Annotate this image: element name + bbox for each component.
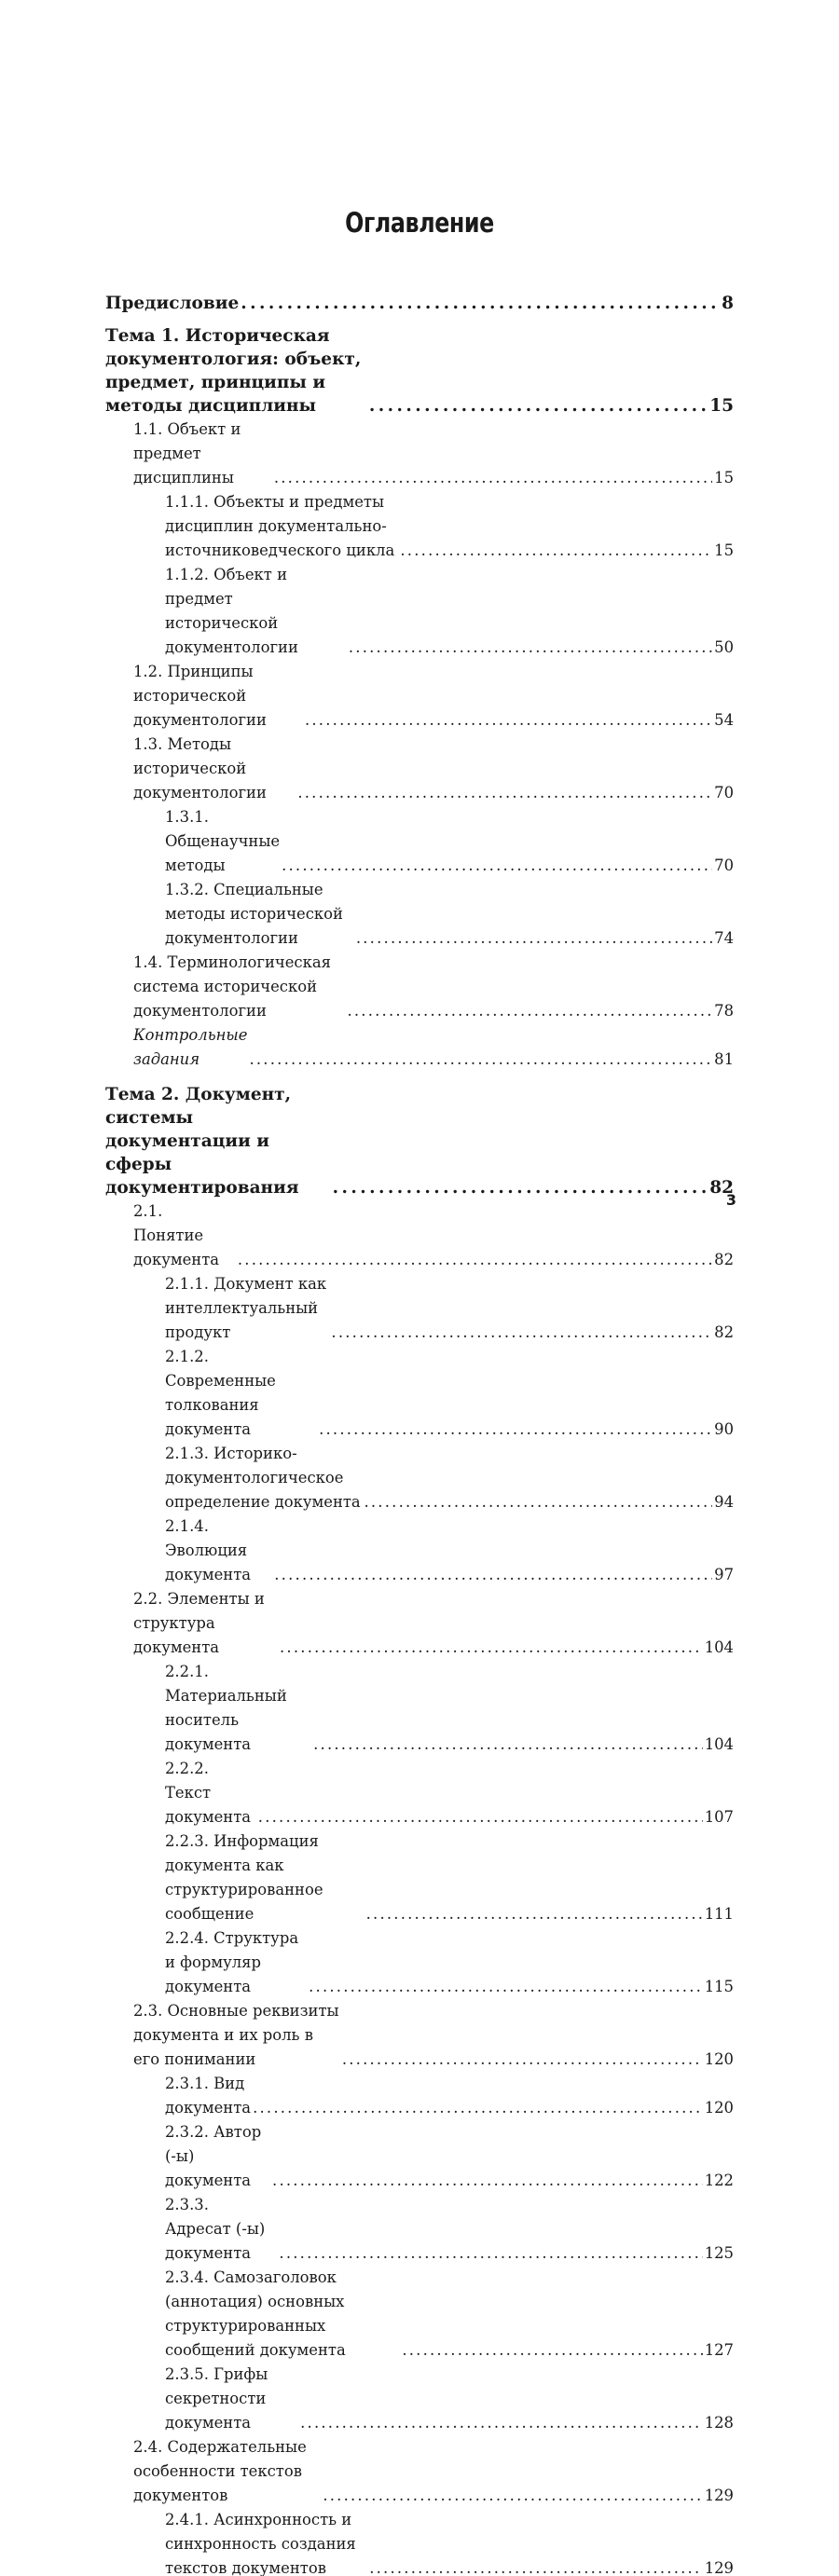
table-of-contents bbox=[105, 292, 734, 2576]
page-title: Оглавление bbox=[345, 207, 494, 239]
toc-leader-dots bbox=[279, 2241, 702, 2266]
toc-entry-title: 1.1.2. Объект и предмет исторической документологии bbox=[165, 566, 298, 656]
toc-leader-dots bbox=[369, 2556, 703, 2576]
toc-leader-dots bbox=[297, 781, 712, 805]
toc-entry-title: 2.3.3. Адресат (-ы) документа bbox=[165, 2196, 266, 2262]
toc-entry bbox=[165, 2072, 734, 2120]
toc-entry-page: 15 bbox=[714, 541, 734, 559]
toc-leader-dots bbox=[402, 2338, 702, 2363]
toc-entry-page: 104 bbox=[704, 1735, 734, 1753]
toc-entry-page: 15 bbox=[714, 469, 734, 486]
toc-entry bbox=[165, 2266, 734, 2363]
toc-leader-dots bbox=[323, 2484, 702, 2508]
toc-entry-page: 78 bbox=[714, 1002, 734, 1020]
toc-leader-dots bbox=[369, 394, 708, 418]
toc-leader-dots bbox=[313, 1733, 703, 1757]
toc-entry-page: 127 bbox=[704, 2341, 734, 2359]
toc-entry-title: Контрольные задания bbox=[133, 1026, 248, 1068]
toc-entry bbox=[105, 292, 734, 315]
toc-leader-dots bbox=[333, 1176, 708, 1199]
toc-entry-title: 2.3. Основные реквизиты документа и их роль в его понимании bbox=[133, 2002, 339, 2068]
toc-entry-page: 94 bbox=[714, 1493, 734, 1511]
toc-entry bbox=[165, 563, 734, 660]
toc-entry-page: 82 bbox=[714, 1323, 734, 1341]
toc-entry bbox=[133, 733, 734, 805]
toc-entry-title: 2.1.3. Историко-документологическое определение документа bbox=[165, 1445, 361, 1511]
toc-entry-title: 1.2. Принципы исторической документологии bbox=[133, 663, 267, 729]
toc-entry bbox=[133, 1199, 734, 1272]
toc-entry-page: 107 bbox=[704, 1808, 734, 1826]
toc-entry-page: 128 bbox=[704, 2414, 734, 2432]
toc-entry bbox=[133, 2435, 734, 2508]
toc-entry bbox=[165, 1442, 734, 1514]
toc-entry-title: Тема 2. Документ, системы документации и сферы документирования bbox=[105, 1085, 299, 1198]
toc-entry-title: 2.2.4. Структура и формуляр документа bbox=[165, 1929, 299, 1995]
toc-entry bbox=[165, 1272, 734, 1345]
toc-entry-title: 2.1.2. Современные толкования документа bbox=[165, 1348, 276, 1438]
toc-entry bbox=[165, 2193, 734, 2266]
toc-entry-page: 97 bbox=[714, 1566, 734, 1583]
toc-entry-page: 90 bbox=[714, 1420, 734, 1438]
toc-leader-dots bbox=[342, 2048, 703, 2072]
toc-entry-title: 2.1.1. Документ как интеллектуальный продукт bbox=[165, 1275, 327, 1341]
toc-entry bbox=[133, 1023, 734, 1072]
toc-entry-title: 2.2. Элементы и структура документа bbox=[133, 1590, 265, 1656]
toc-entry-page: 50 bbox=[714, 638, 734, 656]
toc-leader-dots bbox=[282, 854, 712, 878]
toc-leader-dots bbox=[319, 1418, 712, 1442]
toc-entry-page: 74 bbox=[714, 929, 734, 947]
toc-entry-page: 120 bbox=[704, 2099, 734, 2117]
toc-entry-title: 1.4. Терминологическая система исторической документологии bbox=[133, 953, 331, 1020]
toc-entry bbox=[165, 805, 734, 878]
toc-entry-page: 81 bbox=[714, 1050, 734, 1068]
toc-leader-dots bbox=[253, 2096, 703, 2120]
toc-entry bbox=[105, 1083, 734, 1199]
toc-leader-dots bbox=[309, 1975, 703, 1999]
toc-leader-dots bbox=[272, 2169, 703, 2193]
toc-leader-dots bbox=[349, 636, 712, 660]
toc-leader-dots bbox=[366, 1902, 703, 1926]
toc-entry bbox=[165, 2120, 734, 2193]
toc-entry-title: 1.3.1. Общенаучные методы bbox=[165, 808, 281, 874]
toc-leader-dots bbox=[280, 1636, 703, 1660]
toc-entry-title: 2.3.2. Автор (-ы) документа bbox=[165, 2123, 262, 2189]
toc-entry-title: 2.4. Содержательные особенности текстов документов bbox=[133, 2438, 307, 2504]
toc-leader-dots bbox=[356, 926, 712, 951]
page-number: 3 bbox=[725, 1191, 736, 1209]
toc-entry bbox=[165, 1757, 734, 1829]
toc-entry-title: 2.3.4. Самозаголовок (аннотация) основных структурированных сообщений документа bbox=[165, 2268, 346, 2359]
toc-entry bbox=[165, 490, 734, 563]
toc-entry-title: 2.3.5. Грифы секретности документа bbox=[165, 2365, 268, 2432]
toc-entry bbox=[165, 1345, 734, 1442]
toc-entry-title: 1.1.1. Объекты и предметы дисциплин документально-источниковедческого цикла bbox=[165, 493, 395, 559]
toc-entry bbox=[133, 660, 734, 733]
toc-leader-dots bbox=[331, 1321, 712, 1345]
toc-leader-dots bbox=[400, 539, 712, 563]
toc-leader-dots bbox=[274, 466, 712, 490]
toc-entry-title: 1.3. Методы исторической документологии bbox=[133, 735, 267, 802]
toc-entry-page: 82 bbox=[709, 1178, 734, 1198]
toc-entry-title: 2.3.1. Вид документа bbox=[165, 2075, 252, 2117]
toc-entry-page: 104 bbox=[704, 1638, 734, 1656]
toc-entry-page: 70 bbox=[714, 856, 734, 874]
toc-entry-title: 2.2.2. Текст документа bbox=[165, 1760, 252, 1826]
toc-entry bbox=[133, 1999, 734, 2072]
toc-entry-title: Предисловие bbox=[105, 294, 240, 313]
toc-leader-dots bbox=[364, 1490, 712, 1514]
toc-leader-dots bbox=[274, 1563, 712, 1587]
toc-leader-dots bbox=[241, 292, 720, 315]
toc-entry-page: 122 bbox=[704, 2172, 734, 2189]
toc-entry bbox=[133, 418, 734, 490]
toc-entry-page: 70 bbox=[714, 784, 734, 802]
toc-entry bbox=[165, 2508, 734, 2576]
toc-entry-title: Тема 1. Историческая документология: объект, предмет, принципы и методы дисциплины bbox=[105, 326, 362, 416]
toc-leader-dots bbox=[300, 2411, 703, 2435]
toc-entry-page: 8 bbox=[722, 294, 734, 313]
toc-entry-title: 2.2.1. Материальный носитель документа bbox=[165, 1663, 287, 1753]
toc-entry-page: 129 bbox=[704, 2559, 734, 2576]
toc-entry-page: 120 bbox=[704, 2050, 734, 2068]
toc-leader-dots bbox=[249, 1048, 712, 1072]
toc-entry-title: 2.4.1. Асинхронность и синхронность создания текстов документов bbox=[165, 2511, 356, 2576]
toc-entry-page: 125 bbox=[704, 2244, 734, 2262]
toc-entry-page: 54 bbox=[714, 711, 734, 729]
toc-entry bbox=[165, 1926, 734, 1999]
toc-entry bbox=[133, 951, 734, 1023]
toc-entry-title: 1.3.2. Специальные методы исторической документологии bbox=[165, 881, 343, 947]
toc-entry-title: 1.1. Объект и предмет дисциплины bbox=[133, 420, 241, 486]
toc-entry bbox=[105, 324, 734, 418]
toc-entry bbox=[165, 1660, 734, 1757]
toc-leader-dots bbox=[347, 999, 712, 1023]
toc-entry-page: 82 bbox=[714, 1251, 734, 1268]
toc-leader-dots bbox=[238, 1248, 712, 1272]
toc-entry bbox=[165, 2363, 734, 2435]
toc-entry-page: 111 bbox=[704, 1905, 734, 1923]
toc-entry bbox=[165, 1829, 734, 1926]
toc-entry-page: 15 bbox=[709, 396, 734, 416]
toc-entry bbox=[165, 1514, 734, 1587]
toc-entry bbox=[165, 878, 734, 951]
toc-leader-dots bbox=[258, 1805, 703, 1829]
toc-entry-title: 2.2.3. Информация документа как структурированное сообщение bbox=[165, 1832, 323, 1923]
toc-entry bbox=[133, 1587, 734, 1660]
toc-entry-title: 2.1.4. Эволюция документа bbox=[165, 1517, 252, 1583]
toc-entry-title: 2.1. Понятие документа bbox=[133, 1202, 220, 1268]
toc-entry-page: 115 bbox=[704, 1978, 734, 1995]
toc-entry-page: 129 bbox=[704, 2487, 734, 2504]
toc-leader-dots bbox=[305, 708, 712, 733]
